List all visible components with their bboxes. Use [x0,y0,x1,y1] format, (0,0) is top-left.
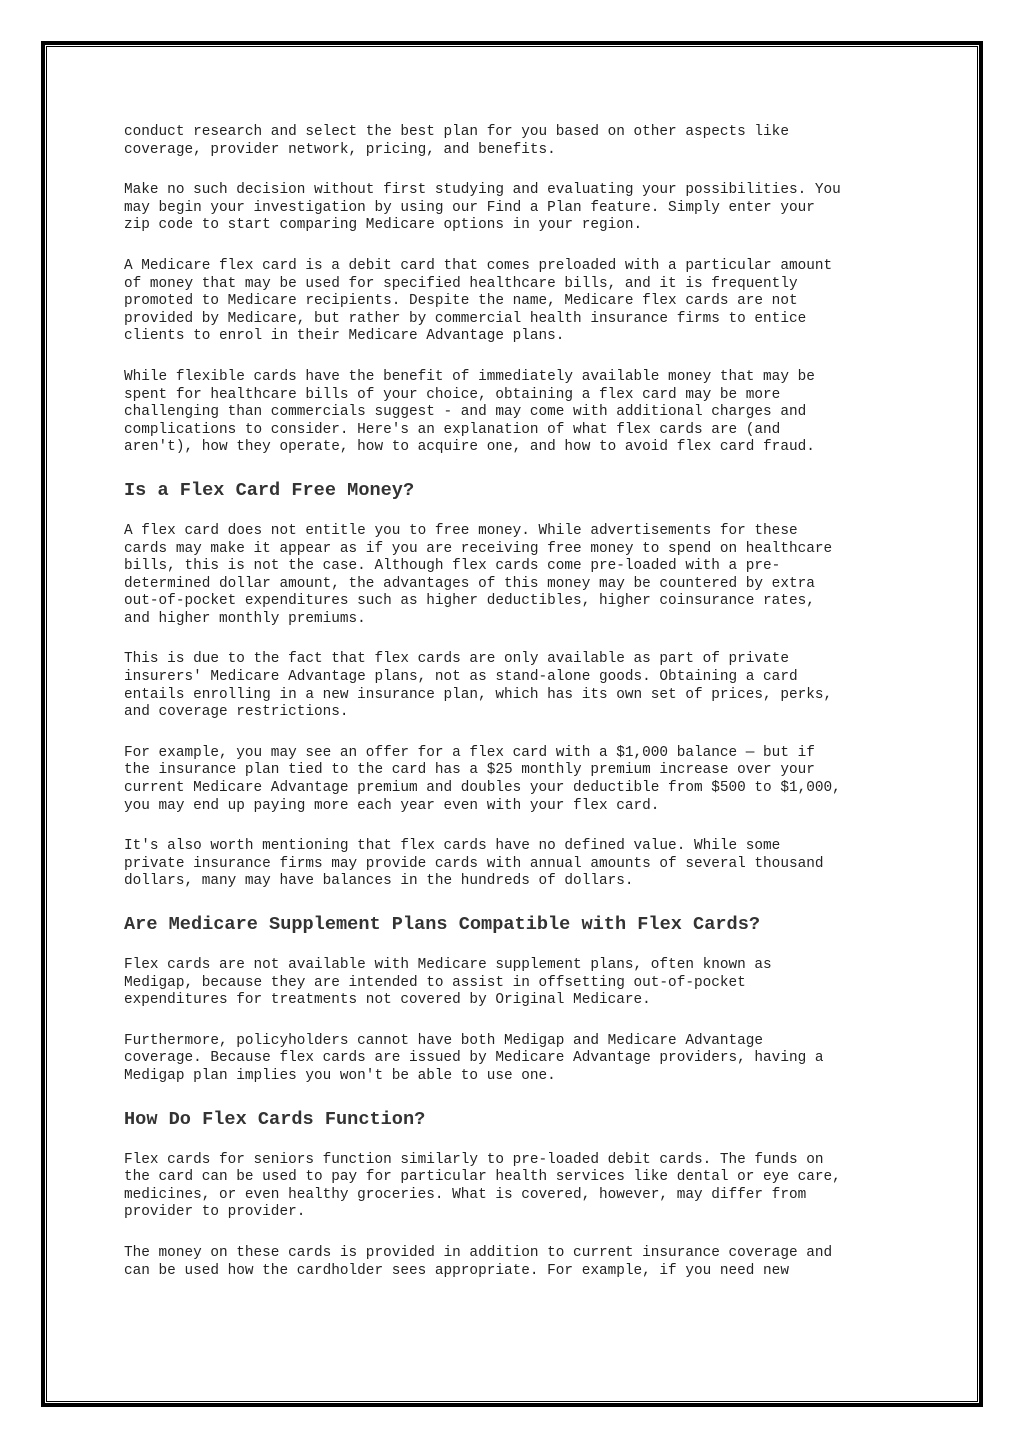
text-line: can be used how the cardholder sees appropriate. For example, if you need new [124,1262,789,1279]
text-line: clients to enrol in their Medicare Advantage plans. [124,328,565,345]
paragraph [124,745,904,815]
text-line: entails enrolling in a new insurance plan, which has its own set of prices, perks, [124,686,833,703]
text-line: A Medicare flex card is a debit card that comes preloaded with a particular amount [124,257,833,274]
section-heading: Are Medicare Supplement Plans Compatible with Flex Cards? [124,914,761,935]
text-line: spent for healthcare bills of your choice, obtaining a flex card may be more [124,386,781,403]
paragraph [124,1033,904,1086]
text-line: out-of-pocket expenditures such as higher deductibles, higher coinsurance rates, [124,593,815,610]
text-line: While flexible cards have the benefit of immediately available money that may be [124,368,815,385]
document-body [124,124,904,1303]
paragraph [124,957,904,1010]
text-line: and higher monthly premiums. [124,610,366,627]
text-line: private insurance firms may provide cards with annual amounts of several thousand [124,855,824,872]
text-line: For example, you may see an offer for a flex card with a $1,000 balance — but if [124,744,815,761]
paragraph [124,1245,904,1280]
text-line: coverage, provider network, pricing, and benefits. [124,141,556,158]
text-line: cards may make it appear as if you are receiving free money to spend on healthcare [124,540,833,557]
text-line: Medigap plan implies you won't be able to use one. [124,1067,556,1084]
text-line: zip code to start comparing Medicare options in your region. [124,217,643,234]
text-line: insurers' Medicare Advantage plans, not as stand-alone goods. Obtaining a card [124,669,798,686]
text-line: the card can be used to pay for particular health services like dental or eye care, [124,1169,841,1186]
text-line: Make no such decision without first studying and evaluating your possibilities. You [124,182,841,199]
text-line: you may end up paying more each year even with your flex card. [124,797,660,814]
section-heading: How Do Flex Cards Function? [124,1108,426,1130]
paragraph [124,182,904,235]
text-line: aren't), how they operate, how to acquire one, and how to avoid flex card fraud. [124,439,815,456]
text-line: Flex cards for seniors function similarly to pre-loaded debit cards. The funds on [124,1151,824,1168]
text-line: medicines, or even healthy groceries. What is covered, however, may differ from [124,1186,807,1203]
paragraph [124,258,904,346]
text-line: may begin your investigation by using our Find a Plan feature. Simply enter your [124,199,815,216]
text-line: This is due to the fact that flex cards are only available as part of private [124,651,789,668]
paragraph [124,1152,904,1222]
paragraph [124,369,904,457]
text-line: Flex cards are not available with Medicare supplement plans, often known as [124,957,772,973]
text-line: provider to provider. [124,1204,306,1221]
text-line: It's also worth mentioning that flex cards have no defined value. While some [124,838,781,855]
text-line: The money on these cards is provided in addition to current insurance coverage and [124,1244,833,1261]
paragraph [124,124,904,159]
text-line: Furthermore, policyholders cannot have both Medigap and Medicare Advantage [124,1032,764,1049]
text-line: A flex card does not entitle you to free money. While advertisements for these [124,522,798,539]
text-line: coverage. Because flex cards are issued by Medicare Advantage providers, having a [124,1050,824,1067]
text-line: dollars, many may have balances in the hundreds of dollars. [124,873,634,890]
text-line: the insurance plan tied to the card has a $25 monthly premium increase over your [124,762,815,779]
section-heading: Is a Flex Card Free Money? [124,479,415,501]
text-line: expenditures for treatments not covered by Original Medicare. [124,992,651,1009]
text-line: current Medicare Advantage premium and doubles your deductible from $500 to $1,000, [124,780,841,797]
text-line: determined dollar amount, the advantages of this money may be countered by extra [124,575,815,592]
text-line: bills, this is not the case. Although flex cards come pre-loaded with a pre- [124,558,781,575]
text-line: complications to consider. Here's an explanation of what flex cards are (and [124,421,781,438]
text-line: promoted to Medicare recipients. Despite the name, Medicare flex cards are not [124,293,798,310]
text-line: provided by Medicare, but rather by commercial health insurance firms to entice [124,310,807,327]
paragraph [124,651,904,721]
text-line: and coverage restrictions. [124,704,349,721]
paragraph [124,523,904,629]
text-line: conduct research and select the best plan for you based on other aspects like [124,124,789,140]
paragraph [124,838,904,891]
text-line: Medigap, because they are intended to assist in offsetting out-of-pocket [124,974,746,991]
text-line: of money that may be used for specified healthcare bills, and it is frequently [124,275,798,292]
text-line: challenging than commercials suggest - and may come with additional charges and [124,404,807,421]
